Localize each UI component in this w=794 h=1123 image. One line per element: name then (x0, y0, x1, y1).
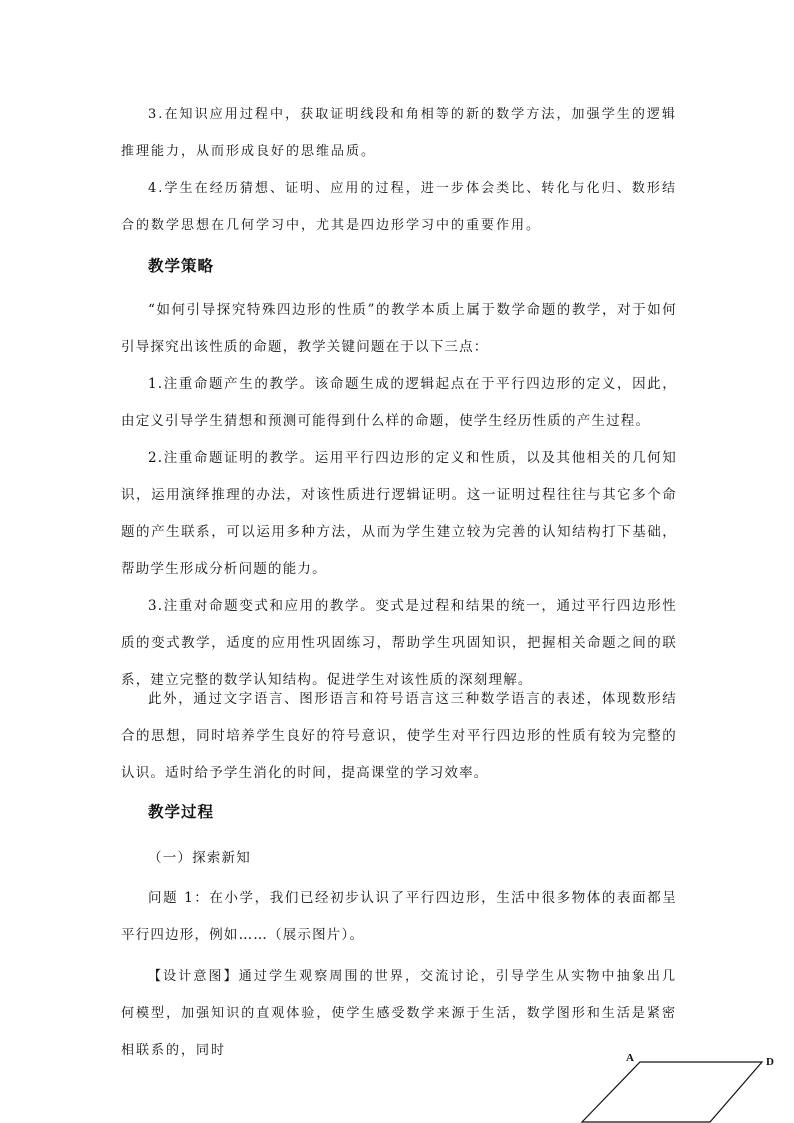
parallelogram-figure (570, 1048, 794, 1123)
strategy-point-2: 2.注重命题证明的教学。运用平行四边形的定义和性质，以及其他相关的几何知识，运用演绎推理的办法，对该性质进行逻辑证明。这一证明过程往往与其它多个命题的产生联系，可以运用多种方法，从而为学生建立较为完善的认知结构打下基础，帮助学生形成分析问题的能力。 (121, 450, 677, 577)
subsection-explore: （一）探索新知 (148, 850, 251, 866)
strategy-point-3: 3.注重对命题变式和应用的教学。变式是过程和结果的统一，通过平行四边形性质的变式教学，适度的应用性巩固练习，帮助学生巩固知识，把握相关命题之间的联系，建立完整的数学认知结构。促进学生对该性质的深刻理解。 (121, 598, 677, 688)
design-intent: 【设计意图】通过学生观察周围的世界，交流讨论，引导学生从实物中抽象出几何模型，加强知识的直观体验，使学生感受数学来源于生活，数学图形和生活是紧密相联系的，同时 (121, 969, 677, 1058)
section-heading-process: 教学过程 (148, 802, 215, 821)
strategy-extra: 此外，通过文字语言、图形语言和符号语言这三种数学语言的表述，体现数形结合的思想，同时培养学生良好的符号意识，使学生对平行四边形的性质有较为完整的认识。适时给予学生消化的时间，提高课堂的学习效率。 (121, 691, 677, 781)
strategy-intro: “如何引导探究特殊四边形的性质”的教学本质上属于数学命题的教学，对于如何引导探究出该性质的命题，教学关键问题在于以下三点： (121, 302, 677, 355)
vertex-label-a: A (626, 1052, 634, 1064)
vertex-label-d: D (766, 1056, 774, 1068)
strategy-point-1: 1.注重命题产生的教学。该命题生成的逻辑起点在于平行四边形的定义，因此，由定义引导学生猜想和预测可能得到什么样的命题，使学生经历性质的产生过程。 (121, 376, 677, 429)
parallelogram-shape (582, 1062, 762, 1122)
question-1: 问题 1：在小学，我们已经初步认识了平行四边形，生活中很多物体的表面都呈平行四边形，例如……（展示图片）。 (121, 890, 677, 943)
objective-item-3: 3.在知识应用过程中，获取证明线段和角相等的新的数学方法，加强学生的逻辑推理能力，从而形成良好的思维品质。 (121, 107, 677, 159)
objective-item-4: 4.学生在经历猜想、证明、应用的过程，进一步体会类比、转化与化归、数形结合的数学思想在几何学习中，尤其是四边形学习中的重要作用。 (121, 181, 677, 233)
section-heading-strategy: 教学策略 (148, 256, 215, 275)
